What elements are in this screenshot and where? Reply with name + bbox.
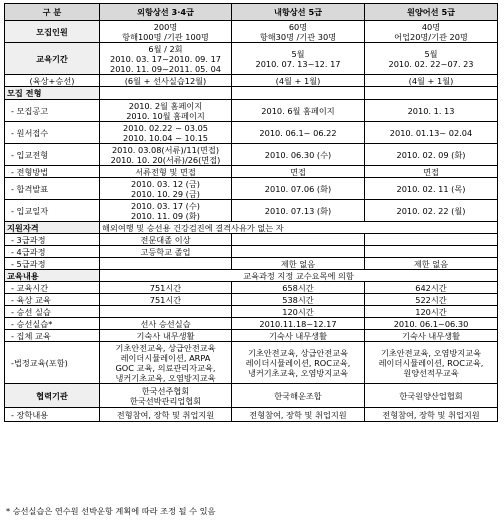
edu-ship-c2: 120시간 — [232, 306, 365, 318]
notice-c3: 2010. 1. 13 — [365, 100, 498, 122]
entry-row — [5, 200, 498, 222]
edu-land-c2: 538시간 — [232, 294, 365, 306]
exam-c1: 2010. 03.08(서류)/11(면접) 2010. 10. 20(서류)/26(면접) — [100, 144, 232, 166]
method-row — [5, 166, 498, 178]
partner-row — [5, 384, 498, 408]
edu-ship-label: - 승선 실습 — [5, 306, 100, 318]
edu-row — [5, 270, 498, 282]
breakdown-row — [5, 75, 498, 87]
edu-group-label: - 집체 교육 — [5, 330, 100, 342]
period-c1: 6월 / 2회 2010. 03. 17~2010. 09. 17 2010. 11. 09~2011. 05. 04 — [100, 43, 232, 75]
recruit-label: 모집인원 — [5, 21, 100, 43]
edu-legal-c3: 기초안전교육, 오염방지교육 레이더시뮬레이션, ROC교육, 원양선적무교육 — [365, 342, 498, 384]
edu-group-row — [5, 330, 498, 342]
edu-group-c2: 기숙사 내무생활 — [232, 330, 365, 342]
method-c2: 면접 — [232, 166, 365, 178]
notice-c1: 2010. 2월 홈페이지 2010. 10월 홈페이지 — [100, 100, 232, 122]
period-label: 교육기간 — [5, 43, 100, 75]
apply-c3: 2010. 01.13~ 02.04 — [365, 122, 498, 144]
edu-hours-label: - 교육시간 — [5, 282, 100, 294]
qualification-label: 지원자격 — [5, 222, 100, 234]
training-course-table — [4, 3, 498, 422]
qualification-row — [5, 222, 498, 234]
breakdown-c2: (4월 + 1월) — [232, 75, 365, 87]
qual-g4-row — [5, 246, 498, 258]
period-c3: 5월 2010. 02. 22~07. 23 — [365, 43, 498, 75]
entry-c3: 2010. 02. 22 (월) — [365, 200, 498, 222]
edu-ship-c3: 120시간 — [365, 306, 498, 318]
edu-training-c1: 선사 승선실습 — [100, 318, 232, 330]
qual-g3-row — [5, 234, 498, 246]
exam-c2: 2010. 06.30 (수) — [232, 144, 365, 166]
period-c2: 5월 2010. 07. 13~12. 17 — [232, 43, 365, 75]
support-label: - 장학내용 — [5, 408, 100, 422]
entry-c2: 2010. 07.13 (화) — [232, 200, 365, 222]
result-row — [5, 178, 498, 200]
header-category: 구 분 — [5, 4, 100, 21]
qual-g4-c1: 고등학교 졸업 — [100, 246, 232, 258]
recruit-process-row — [5, 87, 498, 100]
apply-label: - 원서접수 — [5, 122, 100, 144]
entry-label: - 입교일자 — [5, 200, 100, 222]
support-c2: 전형참여, 장학 및 취업지원 — [232, 408, 365, 422]
breakdown-c1: (6월 + 선사실습12월) — [100, 75, 232, 87]
qual-g3-label: - 3급과정 — [5, 234, 100, 246]
result-c2: 2010. 07.06 (화) — [232, 178, 365, 200]
notice-label: - 모집공고 — [5, 100, 100, 122]
header-ocean-merchant: 외항상선 3·4급 — [100, 4, 232, 21]
support-c1: 전형참여, 장학 및 취업지원 — [100, 408, 232, 422]
period-row — [5, 43, 498, 75]
edu-legal-label: -법정교육(포함) — [5, 342, 100, 384]
recruit-row — [5, 21, 498, 43]
exam-row — [5, 144, 498, 166]
edu-training-label: - 승선실습* — [5, 318, 100, 330]
edu-land-label: - 육상 교육 — [5, 294, 100, 306]
edu-hours-row — [5, 282, 498, 294]
recruit-c2: 60명 항해30명 /기관 30명 — [232, 21, 365, 43]
partner-label: 협력기관 — [5, 384, 100, 408]
edu-ship-row — [5, 306, 498, 318]
result-c1: 2010. 03. 12 (금) 2010. 10. 29 (금) — [100, 178, 232, 200]
exam-label: - 입교전형 — [5, 144, 100, 166]
header-coastal-merchant: 내항상선 5급 — [232, 4, 365, 21]
partner-c1: 한국선주협회 한국선박관리업협회 — [100, 384, 232, 408]
qual-g3-c1: 전문대졸 이상 — [100, 234, 232, 246]
edu-legal-row — [5, 342, 498, 384]
breakdown-c3: (4월 + 1월) — [365, 75, 498, 87]
qual-g4-label: - 4급과정 — [5, 246, 100, 258]
support-c3: 전형참여, 장학 및 취업지원 — [365, 408, 498, 422]
edu-hours-c1: 751시간 — [100, 282, 232, 294]
edu-legal-c2: 기초안전교육, 상급안전교육 레이더시뮬레이션, ROC교육, 냉커기초교육, 오염방지교육 — [232, 342, 365, 384]
entry-c1: 2010. 03. 17 (수) 2010. 11. 09 (화) — [100, 200, 232, 222]
edu-training-row — [5, 318, 498, 330]
header-deep-sea-fishing: 원양어선 5급 — [365, 4, 498, 21]
partner-c2: 한국해운조합 — [232, 384, 365, 408]
edu-hours-c3: 642시간 — [365, 282, 498, 294]
qualification-common: 해외여행 및 승선용 건강검진에 결격사유가 없는 자 — [100, 222, 498, 234]
edu-land-c1: 751시간 — [100, 294, 232, 306]
qual-g5-c2: 제한 없음 — [232, 258, 365, 270]
edu-common: 교육과정 지정 교수요목에 의함 — [100, 270, 498, 282]
notice-c2: 2010. 6월 홈페이지 — [232, 100, 365, 122]
exam-c3: 2010. 02. 09 (화) — [365, 144, 498, 166]
method-c3: 면접 — [365, 166, 498, 178]
qual-g5-c3: 제한 없음 — [365, 258, 498, 270]
apply-c2: 2010. 06.1~ 06.22 — [232, 122, 365, 144]
result-c3: 2010. 02. 11 (목) — [365, 178, 498, 200]
edu-training-c2: 2010.11.18~12.17 — [232, 318, 365, 330]
qual-g5-row — [5, 258, 498, 270]
recruit-c1: 200명 항해100명 /기관 100명 — [100, 21, 232, 43]
edu-group-c3: 기숙사 내무생활 — [365, 330, 498, 342]
apply-c1: 2010. 02.22 ~ 03.05 2010. 10.04 ~ 10.15 — [100, 122, 232, 144]
edu-group-c1: 기숙사 내무생활 — [100, 330, 232, 342]
edu-label: 교육내용 — [5, 270, 100, 282]
recruit-process-label: 모집 전형 — [5, 87, 100, 100]
edu-land-c3: 522시간 — [365, 294, 498, 306]
method-label: - 전형방법 — [5, 166, 100, 178]
notice-row — [5, 100, 498, 122]
edu-training-c3: 2010. 06.1~06.30 — [365, 318, 498, 330]
partner-c3: 한국원양산업협회 — [365, 384, 498, 408]
recruit-c3: 40명 어업20명/기관 20명 — [365, 21, 498, 43]
apply-row — [5, 122, 498, 144]
qual-g5-label: - 5급과정 — [5, 258, 100, 270]
edu-land-row — [5, 294, 498, 306]
result-label: - 합격발표 — [5, 178, 100, 200]
table-header-row — [5, 4, 498, 21]
breakdown-label: (육상+승선) — [5, 75, 100, 87]
footnote: * 승선실습은 연수원 선박운항 계획에 따라 조정 될 수 있음 — [6, 506, 216, 516]
edu-hours-c2: 658시간 — [232, 282, 365, 294]
method-c1: 서류전형 및 면접 — [100, 166, 232, 178]
edu-legal-c1: 기초안전교육, 상급안전교육 레이더시뮬레이션, ARPA GOC 교육, 의료관리자교육, 냉커기초교육, 오염방지교육 — [100, 342, 232, 384]
support-row — [5, 408, 498, 422]
